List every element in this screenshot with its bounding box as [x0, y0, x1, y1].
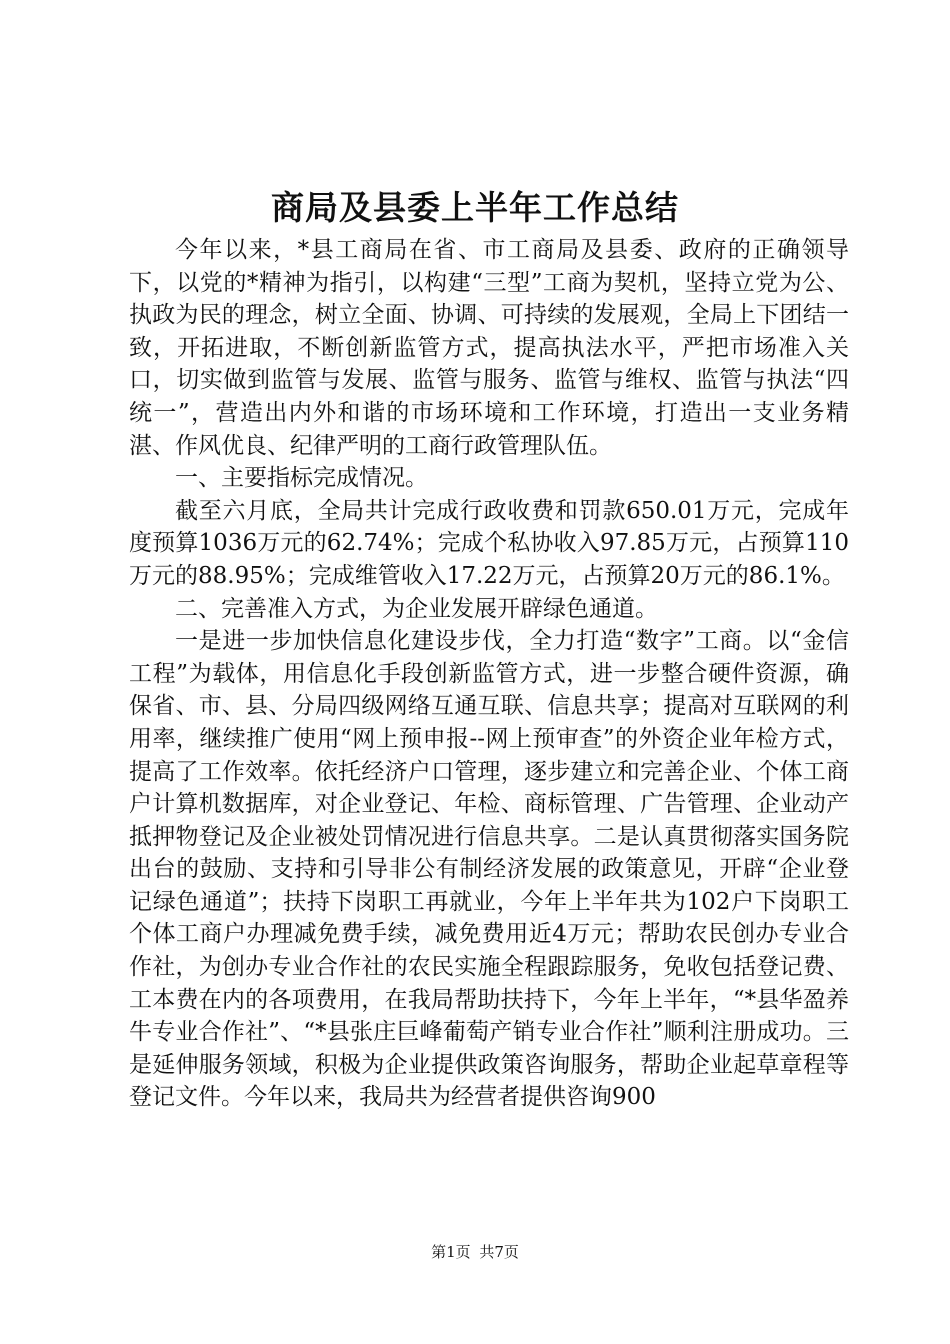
paragraph-access: 一是进一步加快信息化建设步伐，全力打造“数字”工商。以“金信工程”为载体，用信息化手段创新监管方式，进一步整合硬件资源，确保省、市、县、分局四级网络互通互联、信息共享；提高对互联网的利用率，继续推广使用“网上预申报--网上预审查”的外资企业年检方式，提高了工作效率。依托经济户口管理，逐步建立和完善企业、个体工商户计算机数据库，对企业登记、年检、商标管理、广告管理、企业动产抵押物登记及企业被处罚情况进行信息共享。二是认真贯彻落实国务院出台的鼓励、支持和引导非公有制经济发展的政策意见，开辟“企业登记绿色通道”；扶持下岗职工再就业，今年上半年共为102户下岗职工个体工商户办理减免费手续，减免费用近4万元；帮助农民创办专业合作社，为创办专业合作社的农民实施全程跟踪服务，免收包括登记费、工本费在内的各项费用，在我局帮助扶持下，今年上半年，“*县华盈养牛专业合作社”、“*县张庄巨峰葡萄产销专业合作社”顺利注册成功。三是延伸服务领域，积极为企业提供政策咨询服务，帮助企业起草章程等登记文件。今年以来，我局共为经营者提供咨询900: [129, 628, 849, 1111]
section-heading-2: 二、完善准入方式，为企业发展开辟绿色通道。: [175, 595, 658, 622]
paragraph-intro: 今年以来，*县工商局在省、市工商局及县委、政府的正确领导下，以党的*精神为指引，以构建“三型”工商为契机，坚持立党为公、执政为民的理念，树立全面、协调、可持续的发展观，全局上下团结一致，开拓进取，不断创新监管方式，提高执法水平，严把市场准入关口，切实做到监管与发展、监管与服务、监管与维权、监管与执法“四统一”，营造出内外和谐的市场环境和工作环境，打造出一支业务精湛、作风优良、纪律严明的工商行政管理队伍。: [129, 237, 849, 459]
page-number: 第1页: [431, 1243, 471, 1261]
section-heading-1: 一、主要指标完成情况。: [175, 465, 428, 492]
document-body: [129, 234, 849, 1114]
document-title: 商局及县委上半年工作总结: [271, 188, 679, 227]
paragraph-indicators: 截至六月底，全局共计完成行政收费和罚款650.01万元，完成年度预算1036万元的62.74%；完成个私协收入97.85万元，占预算110万元的88.95%；完成维管收入17.22万元，占预算20万元的86.1%。: [129, 497, 849, 589]
page-footer: [0, 1242, 950, 1262]
page-total: 共7页: [479, 1243, 519, 1261]
